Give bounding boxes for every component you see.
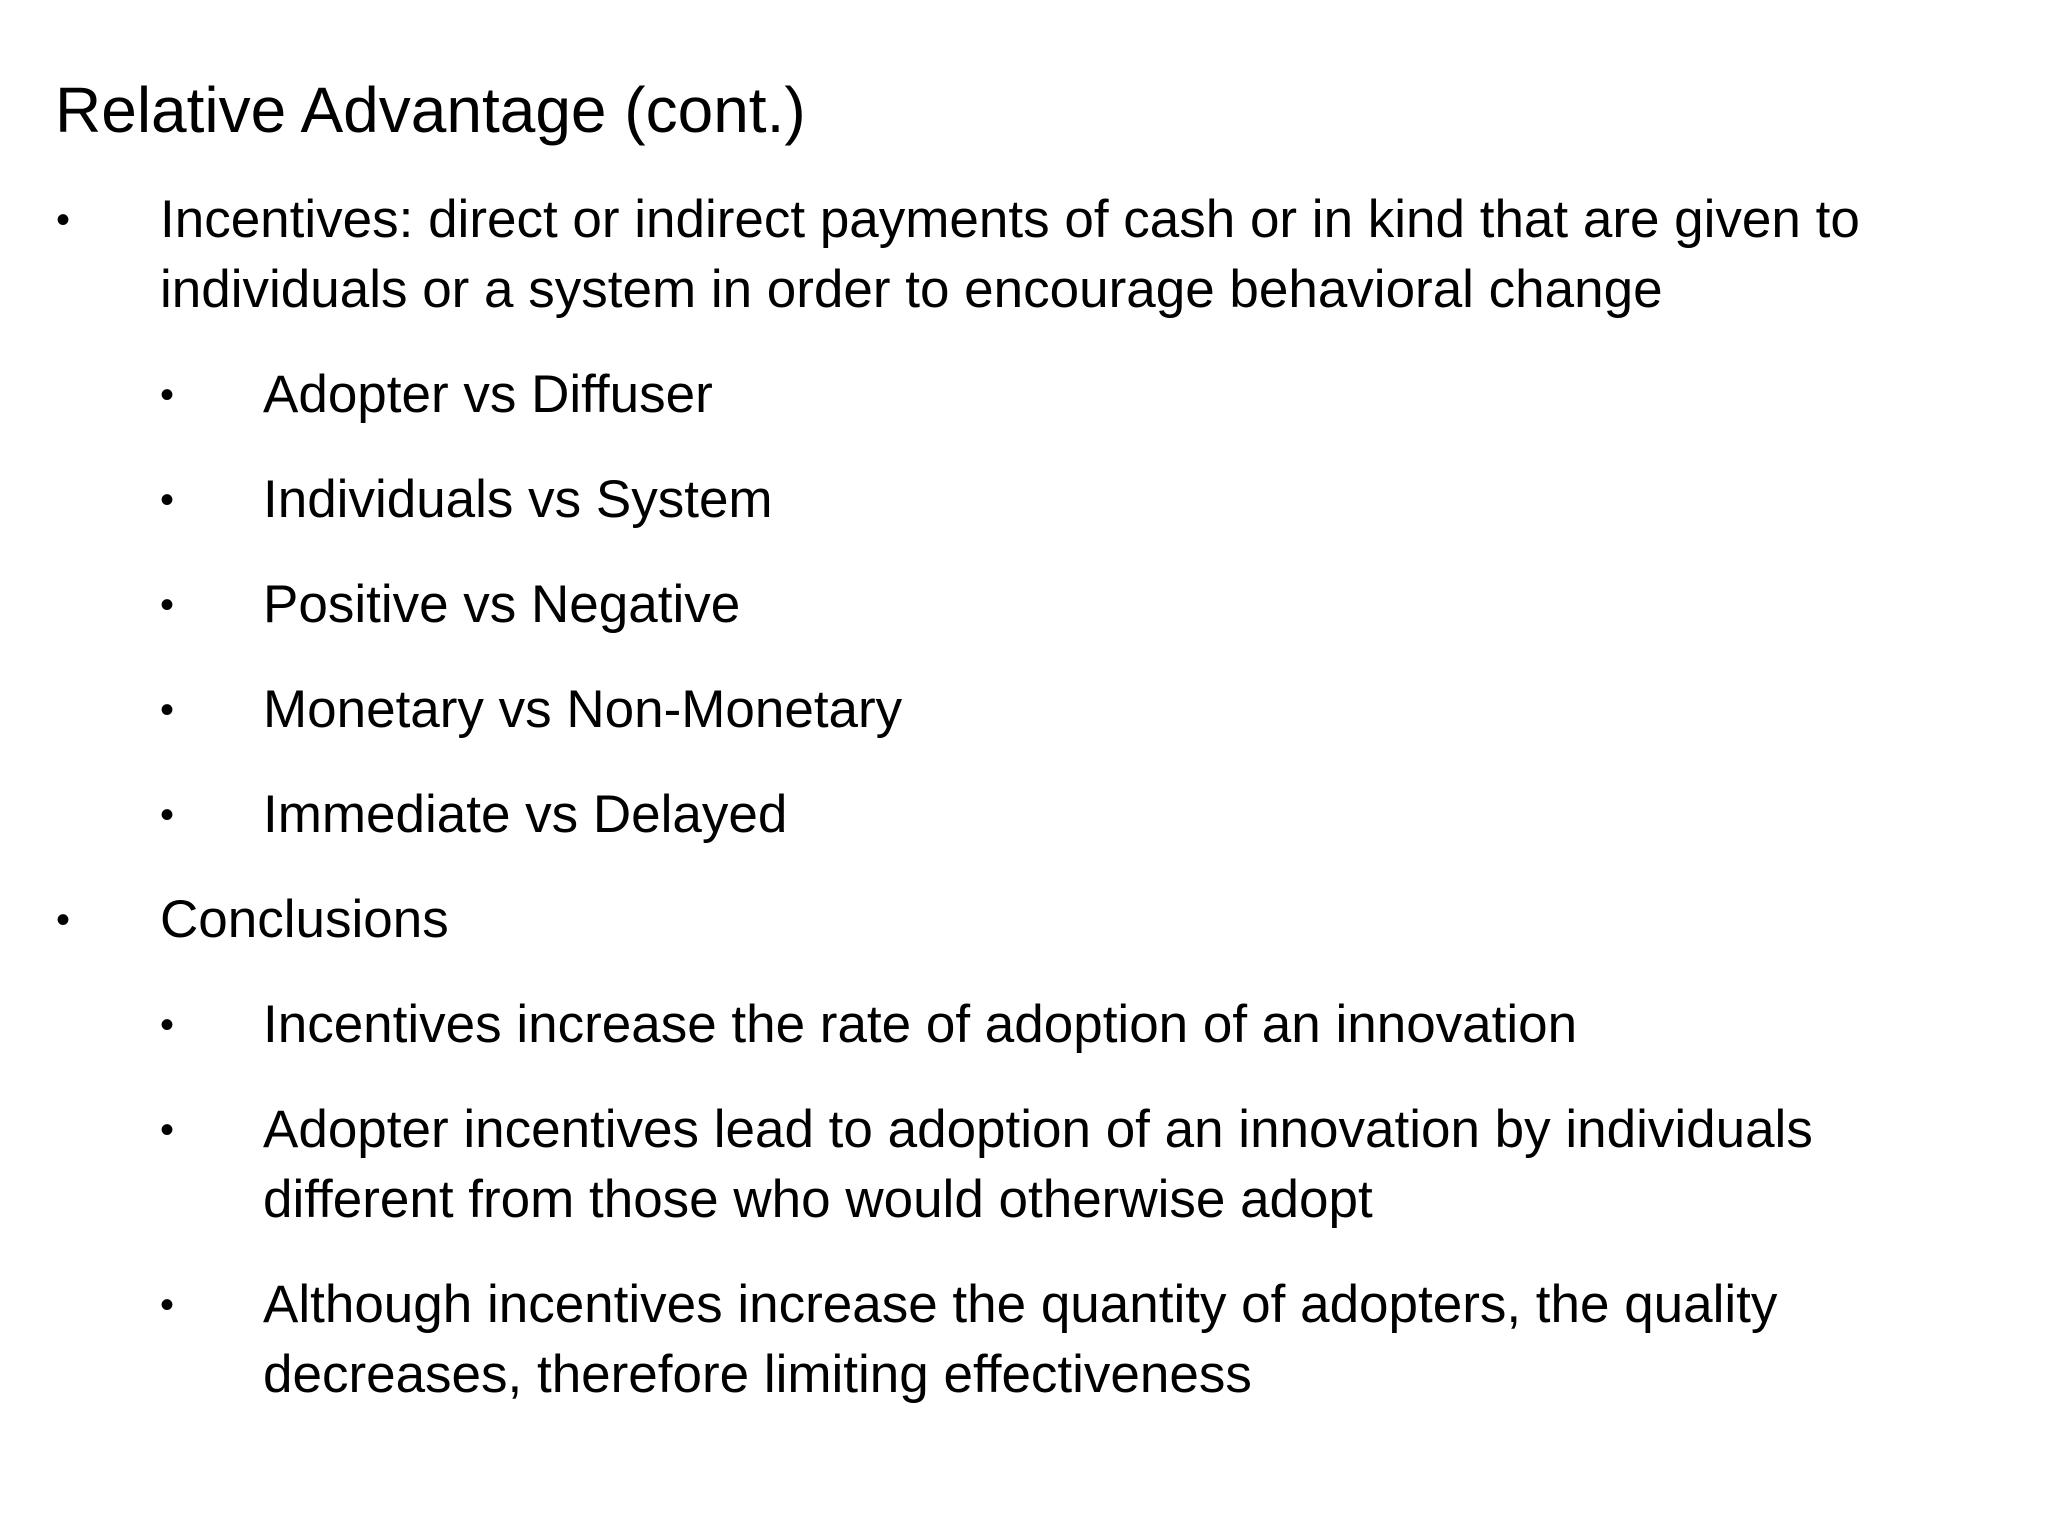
bullet-text: Conclusions — [160, 890, 449, 949]
bullet-icon: • — [160, 688, 175, 732]
bullet-text: Positive vs Negative — [263, 575, 741, 634]
bullet-item-incentives — [56, 185, 2020, 325]
bullet-icon: • — [160, 373, 175, 417]
bullet-icon: • — [56, 898, 71, 942]
bullet-text: Immediate vs Delayed — [263, 785, 788, 844]
bullet-icon: • — [160, 793, 175, 837]
sub-bullet-item-adopter-vs-diffuser — [160, 360, 1983, 430]
bullet-text: Although incentives increase the quantity of adopters, the quality decreases, therefore limiting effectiveness — [263, 1275, 1778, 1404]
bullet-item-conclusions — [56, 885, 2020, 955]
bullet-icon: • — [160, 1108, 175, 1152]
sub-bullet-item-positive-vs-negative — [160, 570, 1983, 640]
sub-bullet-item-quantity-quality — [160, 1270, 1983, 1410]
bullet-icon: • — [160, 583, 175, 627]
bullet-text: Adopter incentives lead to adoption of an innovation by individuals different from those who would otherwise adopt — [263, 1100, 1813, 1229]
sub-bullet-item-rate-of-adoption — [160, 990, 1983, 1060]
bullet-text: Adopter vs Diffuser — [263, 365, 713, 424]
bullet-text: Individuals vs System — [263, 470, 773, 529]
slide-title: Relative Advantage (cont.) — [55, 74, 806, 146]
bullet-icon: • — [160, 478, 175, 522]
sub-bullet-item-adopter-incentives — [160, 1095, 1983, 1235]
sub-bullet-item-immediate-vs-delayed — [160, 780, 1983, 850]
bullet-text: Incentives increase the rate of adoption of an innovation — [263, 995, 1578, 1054]
bullet-icon: • — [56, 198, 71, 242]
sub-bullet-item-monetary-vs-non-monetary — [160, 675, 1983, 745]
bullet-icon: • — [160, 1003, 175, 1047]
sub-bullet-item-individuals-vs-system — [160, 465, 1983, 535]
bullet-text: Incentives: direct or indirect payments of cash or in kind that are given to individuals or a system in order to encourage behavioral change — [160, 190, 1860, 319]
bullet-icon: • — [160, 1283, 175, 1327]
bullet-text: Monetary vs Non-Monetary — [263, 680, 903, 739]
